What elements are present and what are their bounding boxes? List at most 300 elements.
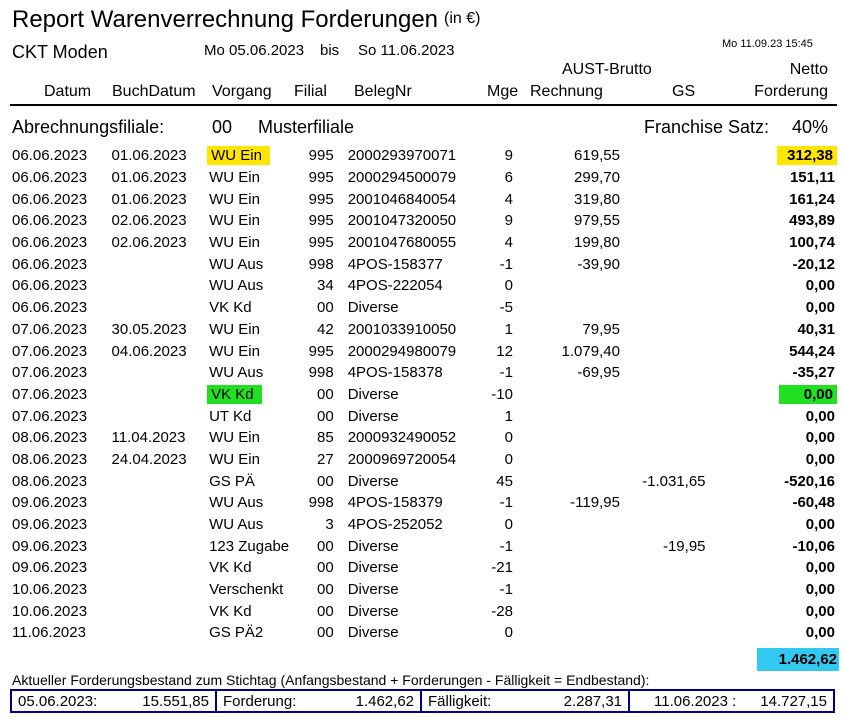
cell-rechnung-text: 79,95 — [582, 320, 620, 338]
cell-buchdatum-text — [110, 603, 114, 620]
cell-gs-text — [704, 581, 708, 598]
table-row — [10, 253, 837, 275]
cell-datum-text: 10.06.2023 — [12, 602, 88, 620]
cell-gs — [622, 319, 708, 341]
cell-datum — [10, 297, 110, 319]
cell-datum — [10, 362, 110, 384]
col-header-vorgang: Vorgang — [212, 83, 272, 100]
cell-belegnr — [346, 210, 485, 232]
table-row — [10, 362, 837, 384]
cell-mge-text: 0 — [504, 450, 513, 468]
cell-mge — [485, 535, 515, 557]
cell-mge — [485, 145, 515, 167]
cell-rechnung-text — [618, 408, 622, 425]
cell-netto-forderung-text: 0,00 — [805, 624, 835, 642]
cell-buchdatum — [110, 275, 208, 297]
cell-filial — [293, 492, 346, 514]
franchise-label: Franchise Satz: — [644, 117, 770, 137]
cell-gs — [622, 210, 708, 232]
cell-mge — [485, 253, 515, 275]
cell-gs — [622, 232, 708, 254]
table-row — [10, 340, 837, 362]
summary-end-value: 14.727,15 — [760, 693, 827, 710]
cell-buchdatum — [110, 297, 208, 319]
cell-rechnung — [515, 622, 622, 644]
cell-gs — [622, 253, 708, 275]
cell-netto-forderung-text: 161,24 — [789, 190, 835, 208]
cell-gs-text: -1.031,65 — [642, 472, 706, 490]
table-row — [10, 210, 837, 232]
cell-netto-forderung — [708, 470, 837, 492]
cell-vorgang-text: 123 Zugabe — [209, 537, 290, 555]
col-header-mge: Mge — [487, 83, 519, 100]
cell-rechnung-text: -119,95 — [570, 494, 620, 512]
cell-vorgang-text: WU Ein — [207, 146, 270, 165]
cell-rechnung-text — [618, 624, 622, 641]
cell-buchdatum — [110, 362, 208, 384]
cell-gs — [622, 579, 708, 601]
cell-buchdatum-text: 11.04.2023 — [111, 429, 186, 447]
cell-belegnr — [346, 622, 485, 644]
cell-buchdatum — [110, 405, 208, 427]
cell-rechnung — [515, 145, 622, 167]
cell-netto-forderung-text: 544,24 — [789, 342, 835, 360]
summary-faelligkeit — [422, 691, 630, 711]
cell-mge-text: 0 — [504, 516, 513, 534]
col-header-aust-brutto: AUST-Brutto — [562, 61, 652, 78]
cell-belegnr — [346, 340, 485, 362]
cell-belegnr-text: 2000293970071 — [347, 147, 457, 165]
cell-buchdatum-text — [110, 299, 114, 316]
summary-faelligkeit-label: Fälligkeit: — [428, 693, 492, 710]
cell-filial-text: 995 — [308, 212, 334, 230]
table-row — [10, 622, 837, 644]
cell-mge — [485, 232, 515, 254]
cell-rechnung-text — [618, 451, 622, 468]
cell-filial-text: 995 — [308, 147, 334, 165]
cell-gs-text — [704, 364, 708, 381]
company-name: CKT Moden — [12, 42, 108, 62]
cell-gs — [622, 470, 708, 492]
cell-belegnr-text: Diverse — [347, 385, 399, 403]
cell-buchdatum-text: 02.06.2023 — [111, 212, 187, 230]
cell-belegnr-text: 2000294500079 — [347, 169, 457, 187]
cell-gs — [622, 449, 708, 471]
table-row — [10, 557, 837, 579]
cell-netto-forderung — [708, 492, 837, 514]
cell-mge — [485, 492, 515, 514]
cell-belegnr-text: 4POS-252052 — [347, 516, 443, 534]
cell-belegnr-text: Diverse — [347, 559, 399, 577]
cell-mge-text: -10 — [491, 385, 513, 403]
cell-rechnung-text — [618, 429, 622, 446]
cell-rechnung — [515, 188, 622, 210]
cell-netto-forderung — [708, 232, 837, 254]
cell-mge — [485, 557, 515, 579]
cell-buchdatum-text — [110, 559, 114, 576]
cell-datum — [10, 232, 110, 254]
cell-rechnung — [515, 210, 622, 232]
cell-netto-forderung-text: 0,00 — [779, 385, 837, 404]
cell-vorgang — [207, 492, 293, 514]
filiale-number: 00 — [212, 117, 233, 137]
cell-buchdatum-text: 02.06.2023 — [111, 234, 187, 252]
cell-filial — [293, 427, 346, 449]
cell-filial-text: 998 — [308, 255, 334, 273]
cell-vorgang-text: Verschenkt — [209, 581, 284, 599]
col-header-filial: Filial — [294, 83, 327, 100]
cell-datum-text: 07.06.2023 — [12, 342, 88, 360]
cell-buchdatum-text — [110, 364, 114, 381]
table-row — [10, 492, 837, 514]
cell-mge-text: -1 — [499, 494, 513, 512]
cell-buchdatum — [110, 188, 208, 210]
cell-rechnung — [515, 535, 622, 557]
cell-rechnung-text: 319,80 — [574, 190, 620, 208]
period-from: Mo 05.06.2023 — [204, 42, 305, 59]
cell-buchdatum — [110, 167, 208, 189]
period-bis: bis — [320, 42, 340, 59]
cell-filial-text: 995 — [308, 169, 334, 187]
cell-datum-text: 06.06.2023 — [12, 255, 88, 273]
cell-rechnung-text: 619,55 — [574, 147, 620, 165]
cell-vorgang-text: WU Aus — [209, 516, 264, 534]
cell-rechnung-text: 1.079,40 — [561, 342, 620, 360]
cell-filial-text: 00 — [317, 624, 334, 642]
cell-buchdatum — [110, 427, 208, 449]
cell-netto-forderung-text: 0,00 — [805, 429, 835, 447]
currency-note: (in €) — [444, 10, 481, 27]
cell-mge — [485, 405, 515, 427]
cell-gs — [622, 405, 708, 427]
cell-datum-text: 07.06.2023 — [12, 385, 88, 403]
cell-filial — [293, 275, 346, 297]
cell-vorgang — [207, 427, 293, 449]
cell-buchdatum-text: 04.06.2023 — [111, 342, 187, 360]
cell-mge-text: 1 — [504, 320, 513, 338]
cell-rechnung-text — [618, 277, 622, 294]
cell-belegnr-text: Diverse — [347, 602, 399, 620]
cell-buchdatum-text — [110, 581, 114, 598]
cell-vorgang — [207, 579, 293, 601]
cell-mge-text: -1 — [499, 537, 513, 555]
cell-vorgang-text: WU Ein — [209, 429, 260, 447]
cell-netto-forderung-text: 0,00 — [805, 299, 835, 317]
cell-vorgang — [207, 449, 293, 471]
cell-datum-text: 07.06.2023 — [12, 364, 88, 382]
cell-belegnr — [346, 253, 485, 275]
cell-netto-forderung — [708, 253, 837, 275]
cell-netto-forderung-text: 493,89 — [789, 212, 835, 230]
cell-filial-text: 995 — [308, 190, 334, 208]
cell-belegnr-text: 4POS-158377 — [347, 255, 443, 273]
cell-vorgang — [207, 557, 293, 579]
cell-gs-text: -19,95 — [662, 537, 706, 555]
cell-datum — [10, 253, 110, 275]
cell-netto-forderung — [708, 384, 837, 406]
cell-vorgang-text: WU Aus — [209, 277, 264, 295]
cell-rechnung-text — [618, 299, 622, 316]
filiale-label: Abrechnungsfiliale: — [12, 117, 165, 137]
table-row — [10, 535, 837, 557]
cell-netto-forderung-text: -35,27 — [792, 364, 835, 382]
cell-datum-text: 09.06.2023 — [12, 537, 88, 555]
cell-mge-text: -28 — [491, 602, 513, 620]
cell-buchdatum — [110, 514, 208, 536]
cell-vorgang — [207, 535, 293, 557]
cell-datum-text: 06.06.2023 — [12, 299, 88, 317]
cell-rechnung-text — [618, 559, 622, 576]
cell-belegnr — [346, 514, 485, 536]
cell-rechnung — [515, 492, 622, 514]
cell-filial-text: 00 — [317, 385, 334, 403]
cell-netto-forderung — [708, 319, 837, 341]
cell-gs-text — [704, 321, 708, 338]
cell-rechnung-text — [618, 581, 622, 598]
cell-filial — [293, 340, 346, 362]
cell-filial — [293, 384, 346, 406]
cell-netto-forderung — [708, 535, 837, 557]
cell-datum-text: 06.06.2023 — [12, 147, 88, 165]
cell-netto-forderung-text: 0,00 — [805, 450, 835, 468]
cell-filial-text: 998 — [308, 494, 334, 512]
cell-vorgang — [207, 514, 293, 536]
cell-netto-forderung-text: 100,74 — [789, 234, 835, 252]
cell-gs — [622, 167, 708, 189]
cell-netto-forderung-text: 312,38 — [777, 146, 837, 165]
cell-datum — [10, 535, 110, 557]
transactions-body — [10, 145, 837, 644]
cell-gs — [622, 514, 708, 536]
cell-rechnung-text: -39,90 — [577, 255, 620, 273]
cell-datum — [10, 275, 110, 297]
cell-mge-text: -1 — [499, 364, 513, 382]
cell-filial-text: 998 — [308, 364, 334, 382]
cell-buchdatum-text — [110, 408, 114, 425]
cell-mge-text: 45 — [496, 472, 513, 490]
cell-gs — [622, 297, 708, 319]
cell-mge-text: 9 — [504, 212, 513, 230]
cell-mge — [485, 622, 515, 644]
cell-gs-text — [704, 386, 708, 403]
cell-belegnr-text: Diverse — [347, 472, 399, 490]
cell-filial — [293, 600, 346, 622]
cell-gs-text — [704, 191, 708, 208]
table-row — [10, 188, 837, 210]
cell-rechnung-text: 299,70 — [574, 169, 620, 187]
cell-buchdatum — [110, 340, 208, 362]
summary-end — [630, 691, 833, 711]
cell-vorgang — [207, 253, 293, 275]
cell-rechnung — [515, 557, 622, 579]
cell-netto-forderung — [708, 622, 837, 644]
cell-rechnung — [515, 362, 622, 384]
cell-buchdatum — [110, 470, 208, 492]
cell-datum — [10, 384, 110, 406]
cell-filial-text: 00 — [317, 407, 334, 425]
cell-belegnr — [346, 557, 485, 579]
cell-belegnr — [346, 145, 485, 167]
cell-belegnr — [346, 319, 485, 341]
cell-rechnung — [515, 579, 622, 601]
cell-filial — [293, 535, 346, 557]
cell-belegnr-text: Diverse — [347, 407, 399, 425]
cell-buchdatum — [110, 535, 208, 557]
cell-filial — [293, 297, 346, 319]
cell-buchdatum — [110, 384, 208, 406]
summary-forderung — [217, 691, 422, 711]
cell-rechnung — [515, 340, 622, 362]
cell-gs — [622, 362, 708, 384]
cell-rechnung — [515, 514, 622, 536]
cell-rechnung — [515, 319, 622, 341]
cell-filial — [293, 470, 346, 492]
report-title-text: Report Warenverrechnung Forderungen — [12, 6, 439, 33]
summary-forderung-value: 1.462,62 — [355, 693, 414, 710]
cell-netto-forderung-text: -10,06 — [792, 537, 835, 555]
cell-rechnung — [515, 427, 622, 449]
report-title — [12, 6, 480, 34]
col-header-belegnr: BelegNr — [354, 83, 412, 100]
cell-gs-text — [704, 234, 708, 251]
cell-vorgang-text: WU Aus — [209, 255, 264, 273]
cell-vorgang — [207, 470, 293, 492]
cell-vorgang-text: GS PÄ2 — [209, 624, 264, 642]
table-row — [10, 449, 837, 471]
cell-filial-text: 3 — [325, 516, 334, 534]
cell-rechnung — [515, 232, 622, 254]
cell-gs — [622, 145, 708, 167]
cell-mge — [485, 319, 515, 341]
table-row — [10, 600, 837, 622]
cell-buchdatum-text: 01.06.2023 — [111, 147, 187, 165]
cell-mge-text: -21 — [491, 559, 513, 577]
cell-buchdatum-text: 01.06.2023 — [111, 169, 187, 187]
col-header-forderung: Forderung — [754, 83, 828, 100]
cell-mge — [485, 449, 515, 471]
cell-gs — [622, 600, 708, 622]
table-row — [10, 145, 837, 167]
cell-datum — [10, 340, 110, 362]
cell-belegnr-text: 2001033910050 — [347, 320, 457, 338]
summary-start-date: 05.06.2023: — [18, 693, 98, 710]
franchise-value: 40% — [791, 117, 828, 137]
cell-gs-text — [704, 559, 708, 576]
table-row — [10, 232, 837, 254]
cell-rechnung — [515, 405, 622, 427]
cell-netto-forderung — [708, 167, 837, 189]
cell-belegnr-text: 2001046840054 — [347, 190, 457, 208]
cell-gs-text — [704, 343, 708, 360]
cell-netto-forderung-text: 0,00 — [805, 581, 835, 599]
cell-buchdatum — [110, 253, 208, 275]
cell-rechnung — [515, 253, 622, 275]
cell-vorgang — [207, 362, 293, 384]
cell-filial-text: 00 — [317, 299, 334, 317]
cell-netto-forderung — [708, 340, 837, 362]
cell-datum-text: 09.06.2023 — [12, 516, 88, 534]
cell-buchdatum-text: 24.04.2023 — [111, 450, 187, 468]
cell-mge-text: 12 — [496, 342, 513, 360]
cell-gs-text — [704, 408, 708, 425]
cell-belegnr-text: 4POS-222054 — [347, 277, 443, 295]
cell-filial-text: 995 — [308, 342, 334, 360]
cell-vorgang-text: VK Kd — [209, 559, 252, 577]
cell-buchdatum — [110, 579, 208, 601]
cell-buchdatum-text — [110, 256, 114, 273]
cell-rechnung-text: -69,95 — [577, 364, 620, 382]
cell-belegnr-text: 2001047680055 — [347, 234, 457, 252]
cell-mge — [485, 362, 515, 384]
cell-rechnung-text — [618, 538, 622, 555]
cell-belegnr — [346, 275, 485, 297]
total-forderung: 1.462,62 — [757, 648, 839, 671]
cell-filial — [293, 557, 346, 579]
cell-filial — [293, 232, 346, 254]
cell-datum — [10, 514, 110, 536]
cell-mge-text: 9 — [504, 147, 513, 165]
cell-netto-forderung — [708, 579, 837, 601]
cell-vorgang-text: WU Ein — [209, 212, 260, 230]
cell-vorgang — [207, 188, 293, 210]
cell-netto-forderung-text: -520,16 — [784, 472, 835, 490]
cell-netto-forderung-text: -60,48 — [792, 494, 835, 512]
cell-filial — [293, 210, 346, 232]
cell-filial — [293, 145, 346, 167]
cell-gs — [622, 275, 708, 297]
cell-vorgang-text: WU Aus — [209, 494, 264, 512]
cell-datum-text: 09.06.2023 — [12, 494, 88, 512]
cell-mge-text: 0 — [504, 277, 513, 295]
cell-filial-text: 27 — [317, 450, 334, 468]
cell-gs-text — [704, 494, 708, 511]
cell-vorgang — [207, 384, 293, 406]
summary-faelligkeit-value: 2.287,31 — [563, 693, 622, 710]
summary-start-value: 15.551,85 — [142, 693, 209, 710]
cell-filial — [293, 167, 346, 189]
cell-gs-text — [704, 603, 708, 620]
cell-filial-text: 85 — [317, 429, 334, 447]
cell-vorgang-text: WU Ein — [209, 234, 260, 252]
cell-rechnung — [515, 600, 622, 622]
cell-vorgang-text: WU Ein — [209, 450, 260, 468]
cell-filial-text: 34 — [317, 277, 334, 295]
cell-mge — [485, 167, 515, 189]
table-row — [10, 297, 837, 319]
table-row — [10, 514, 837, 536]
table-row — [10, 405, 837, 427]
cell-netto-forderung-text: 0,00 — [805, 277, 835, 295]
cell-mge — [485, 188, 515, 210]
cell-datum — [10, 449, 110, 471]
cell-vorgang — [207, 297, 293, 319]
cell-datum-text: 11.06.2023 — [12, 624, 86, 642]
cell-buchdatum-text: 01.06.2023 — [111, 190, 187, 208]
cell-datum-text: 07.06.2023 — [12, 407, 88, 425]
cell-belegnr — [346, 492, 485, 514]
cell-gs-text — [704, 516, 708, 533]
cell-filial — [293, 622, 346, 644]
cell-netto-forderung — [708, 514, 837, 536]
cell-filial-text: 42 — [317, 320, 334, 338]
cell-gs-text — [704, 624, 708, 641]
cell-datum — [10, 145, 110, 167]
cell-buchdatum — [110, 600, 208, 622]
cell-mge — [485, 600, 515, 622]
cell-filial-text: 00 — [317, 537, 334, 555]
cell-netto-forderung — [708, 297, 837, 319]
cell-filial-text: 00 — [317, 559, 334, 577]
